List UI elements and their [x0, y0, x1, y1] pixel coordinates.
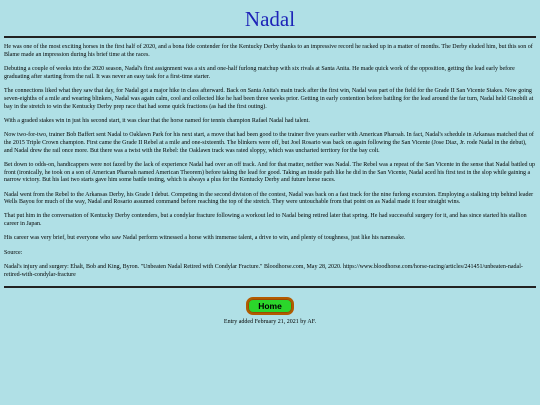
home-button-wrap — [4, 296, 536, 315]
paragraph-3: The connections liked what they saw that day, for Nadal got a major hike in class afterward. Back on Santa Anita's main track after the first win, Nadal was part of the field for the Grade II San Vicente Stakes. Now going seven-eighths of a mile and wearing blinkers, Nadal was again calm, cool and collected like he had been three weeks prior. Getting in early contention before battling for the lead around the far turn, Nadal held Ginobili at bay in the stretch to win the Kentucky Derby prep race that had some quick fractions (as had the first outing). — [4, 87, 534, 110]
source-label: Source: — [4, 249, 23, 256]
entry-note: Entry added February 21, 2021 by AF. — [223, 318, 317, 325]
paragraph-4: With a graded stakes win in just his second start, it was clear that the horse named for tennis champion Rafael Nadal had talent. — [4, 117, 310, 124]
paragraph-7: Nadal went from the Rebel to the Arkansas Derby, his Grade I debut. Competing in the second division of the contest, Nadal was back on a fast track for the nine furlong excursion. Employing a stalking trip behind leader Wells Bayou for much of the way, Nadal and Rosario assumed command before reaching the top of the stretch. They were untouchable from that point on as Nadal made it four straight wins. — [4, 191, 534, 206]
paragraph-5: Now two-for-two, trainer Bob Baffert sent Nadal to Oaklawn Park for his next start, a move that had been good to the trainer five years earlier with American Pharoah. In fact, Nadal's schedule in Arkansas matched that of the 2015 Triple Crown champion. First came the Grade II Rebel at a mile and one-sixteenth. The blinkers were off, but Joel Rosario was back on again following the San Vicente (Jose Diaz, Jr. rode Nadal in the debut), and Nadal drew the rail once more. But there was a twist with the Rebel: the Oaklawn track was rated sloppy, which was uncharted territory for the bay colt. — [4, 131, 534, 154]
source-citation: Nadal's injury and surgery: Ehalt, Bob and King, Byron. "Unbeaten Nadal Retired with Condylar Fracture." Bloodhorse.com, May 28, 2020. https://www.bloodhorse.com/horse-racing/articles/241451/unbeaten-nadal-retired-with-condylar-fracture — [4, 263, 523, 278]
divider — [4, 36, 536, 38]
paragraph-1: He was one of the most exciting horses in the first half of 2020, and a bona fide contender for the Kentucky Derby thanks to an impressive record he racked up in a matter of months. The Derby eluded him, but this son of Blame made an impression during his brief time at the races. — [4, 44, 533, 58]
article-body — [4, 44, 536, 279]
paragraph-8: That put him in the conversation of Kentucky Derby contenders, but a condylar fracture following a workout led to Nadal being retired later that spring. He had successful surgery for it, and has since started his stallion career in Japan. — [4, 213, 527, 228]
home-button[interactable]: Home — [246, 297, 294, 315]
paragraph-9: His career was very brief, but everyone who saw Nadal perform witnessed a horse with immense talent, a drive to win, and plenty of toughness, just like his namesake. — [4, 235, 406, 242]
paragraph-6: Bet down to odds-on, handicappers were not fazed by the lack of experience Nadal had over an off track. And for that matter, neither was Nadal. The Rebel was a repeat of the San Vicente in the sense that Nadal battled up front (ironically, he took on a son of American Pharoah named American Theorem) before taking the lead for good. Taking an inside path like he did in the San Vicente, Nadal aced his first test in the slop while gaining a narrow victory. But his last two starts gave him some battle testing, which is always a plus for the Kentucky Derby and future horse races. — [4, 161, 536, 184]
divider-bottom — [4, 286, 536, 288]
paragraph-2: Debuting a couple of weeks into the 2020 season, Nadal's first assignment was a six and one-half furlong matchup with six rivals at Santa Anita. He made quick work of the opposition, getting the lead early before graduating after starting from the rail. It was never an easy task for a first-time starter. — [4, 65, 515, 80]
page-title: Nadal — [244, 7, 296, 31]
